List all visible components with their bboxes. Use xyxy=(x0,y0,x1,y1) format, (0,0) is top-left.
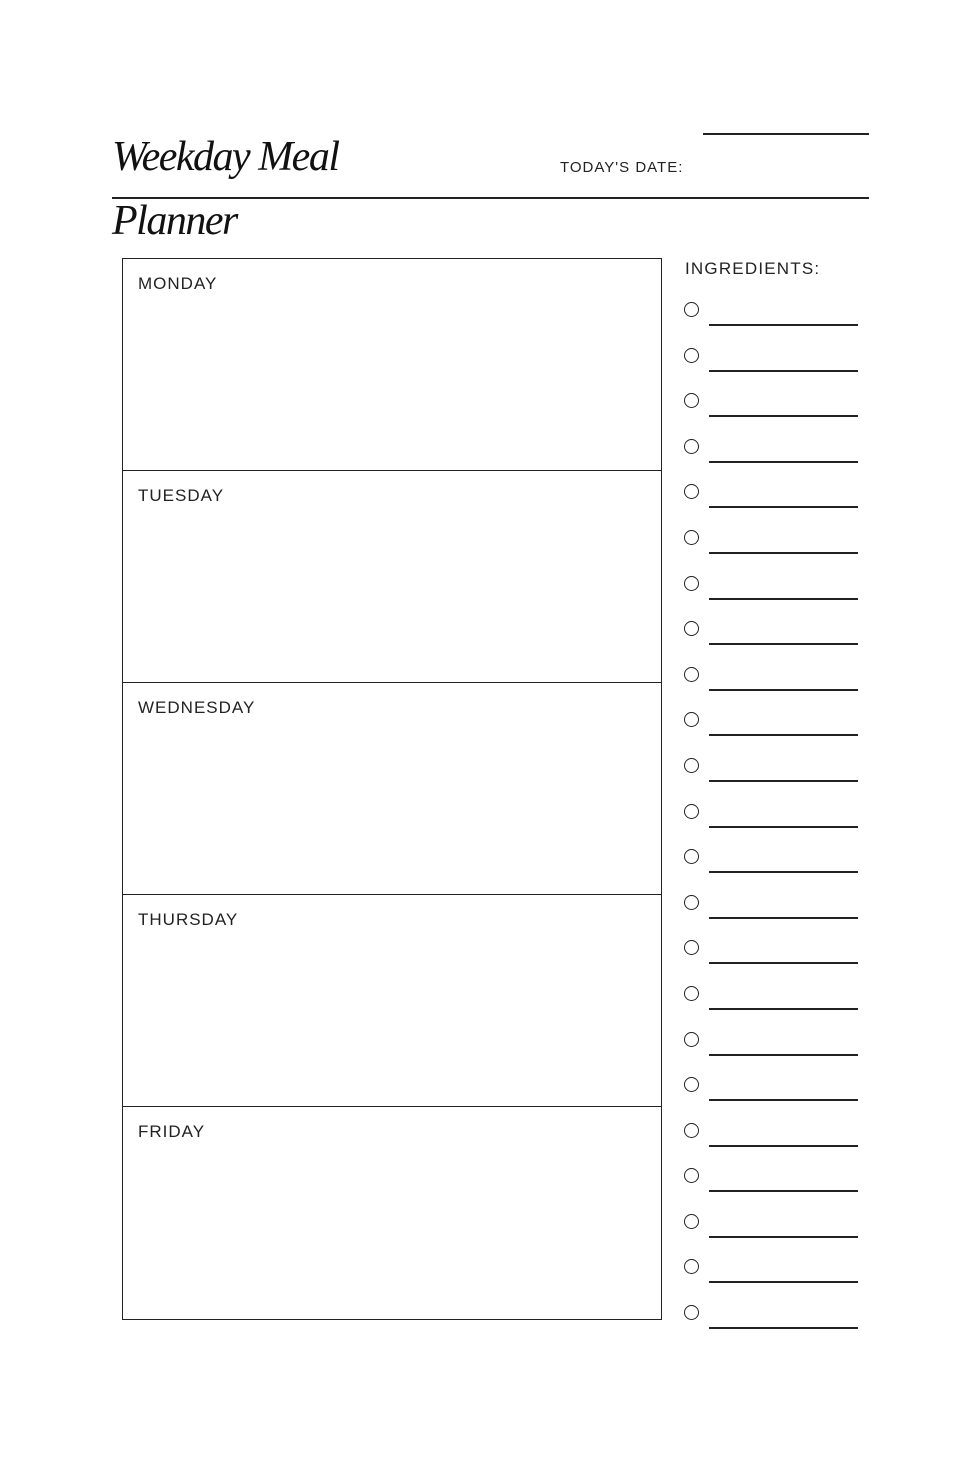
ingredient-write-line[interactable] xyxy=(709,461,858,463)
day-box-tuesday[interactable] xyxy=(123,471,661,683)
ingredient-item xyxy=(684,1032,864,1078)
ingredient-write-line[interactable] xyxy=(709,689,858,691)
ingredient-write-line[interactable] xyxy=(709,1008,858,1010)
ingredient-item xyxy=(684,667,864,713)
weekday-meal-grid xyxy=(122,258,662,1320)
ingredient-item xyxy=(684,1214,864,1260)
checkbox-circle-icon[interactable] xyxy=(684,1214,699,1229)
ingredient-item xyxy=(684,986,864,1032)
ingredient-item xyxy=(684,758,864,804)
checkbox-circle-icon[interactable] xyxy=(684,621,699,636)
ingredient-write-line[interactable] xyxy=(709,1236,858,1238)
page-title-line1: Weekday Meal xyxy=(112,134,339,180)
day-box-wednesday[interactable] xyxy=(123,683,661,895)
day-label: MONDAY xyxy=(138,274,218,293)
checkbox-circle-icon[interactable] xyxy=(684,1168,699,1183)
ingredient-write-line[interactable] xyxy=(709,1054,858,1056)
ingredient-checklist xyxy=(684,302,864,1351)
ingredient-write-line[interactable] xyxy=(709,962,858,964)
ingredient-item xyxy=(684,621,864,667)
day-label: TUESDAY xyxy=(138,486,225,505)
day-box-thursday[interactable] xyxy=(123,895,661,1107)
ingredient-write-line[interactable] xyxy=(709,1327,858,1329)
ingredient-item xyxy=(684,849,864,895)
ingredient-item xyxy=(684,302,864,348)
ingredient-item xyxy=(684,348,864,394)
ingredient-item xyxy=(684,895,864,941)
checkbox-circle-icon[interactable] xyxy=(684,576,699,591)
day-label: FRIDAY xyxy=(138,1122,206,1141)
ingredient-write-line[interactable] xyxy=(709,506,858,508)
checkbox-circle-icon[interactable] xyxy=(684,895,699,910)
ingredient-write-line[interactable] xyxy=(709,734,858,736)
checkbox-circle-icon[interactable] xyxy=(684,712,699,727)
checkbox-circle-icon[interactable] xyxy=(684,1305,699,1320)
ingredient-write-line[interactable] xyxy=(709,1145,858,1147)
checkbox-circle-icon[interactable] xyxy=(684,1259,699,1274)
checkbox-circle-icon[interactable] xyxy=(684,302,699,317)
day-label: THURSDAY xyxy=(138,910,239,929)
ingredients-heading: INGREDIENTS: xyxy=(685,259,821,278)
ingredient-write-line[interactable] xyxy=(709,917,858,919)
checkbox-circle-icon[interactable] xyxy=(684,1032,699,1047)
ingredient-item xyxy=(684,484,864,530)
ingredient-item xyxy=(684,1077,864,1123)
todays-date-field[interactable] xyxy=(703,133,869,135)
ingredient-write-line[interactable] xyxy=(709,370,858,372)
ingredient-item xyxy=(684,940,864,986)
checkbox-circle-icon[interactable] xyxy=(684,758,699,773)
ingredient-item xyxy=(684,804,864,850)
header-divider xyxy=(112,197,869,199)
checkbox-circle-icon[interactable] xyxy=(684,1077,699,1092)
checkbox-circle-icon[interactable] xyxy=(684,940,699,955)
ingredient-write-line[interactable] xyxy=(709,643,858,645)
checkbox-circle-icon[interactable] xyxy=(684,804,699,819)
checkbox-circle-icon[interactable] xyxy=(684,986,699,1001)
ingredient-item xyxy=(684,1259,864,1305)
ingredient-item xyxy=(684,1123,864,1169)
ingredient-item xyxy=(684,1168,864,1214)
ingredient-item xyxy=(684,576,864,622)
ingredient-item xyxy=(684,393,864,439)
day-box-friday[interactable] xyxy=(123,1107,661,1319)
page-title-line2: Planner xyxy=(112,198,237,244)
checkbox-circle-icon[interactable] xyxy=(684,667,699,682)
ingredient-write-line[interactable] xyxy=(709,324,858,326)
checkbox-circle-icon[interactable] xyxy=(684,849,699,864)
ingredient-write-line[interactable] xyxy=(709,1099,858,1101)
todays-date-label: TODAY'S DATE: xyxy=(560,159,684,176)
checkbox-circle-icon[interactable] xyxy=(684,439,699,454)
ingredient-item xyxy=(684,439,864,485)
ingredient-write-line[interactable] xyxy=(709,598,858,600)
checkbox-circle-icon[interactable] xyxy=(684,530,699,545)
checkbox-circle-icon[interactable] xyxy=(684,484,699,499)
day-label: WEDNESDAY xyxy=(138,698,256,717)
ingredient-item xyxy=(684,712,864,758)
ingredient-write-line[interactable] xyxy=(709,871,858,873)
checkbox-circle-icon[interactable] xyxy=(684,393,699,408)
ingredient-write-line[interactable] xyxy=(709,780,858,782)
ingredient-write-line[interactable] xyxy=(709,1190,858,1192)
ingredient-write-line[interactable] xyxy=(709,1281,858,1283)
ingredient-item xyxy=(684,1305,864,1351)
checkbox-circle-icon[interactable] xyxy=(684,348,699,363)
ingredient-write-line[interactable] xyxy=(709,415,858,417)
ingredient-write-line[interactable] xyxy=(709,552,858,554)
day-box-monday[interactable] xyxy=(123,259,661,471)
ingredient-item xyxy=(684,530,864,576)
checkbox-circle-icon[interactable] xyxy=(684,1123,699,1138)
ingredient-write-line[interactable] xyxy=(709,826,858,828)
